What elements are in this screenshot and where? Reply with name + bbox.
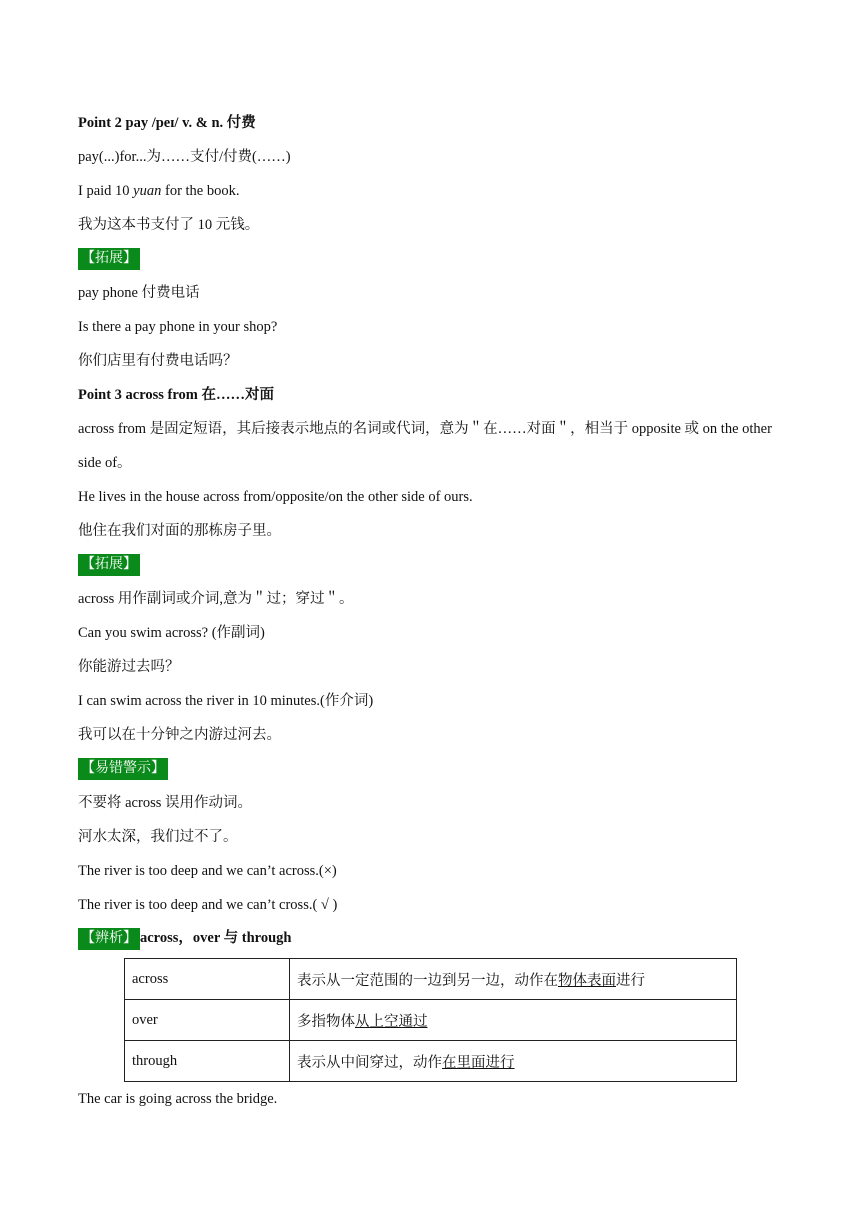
point3-extension-example-2-cn: 我可以在十分钟之内游过河去。: [78, 727, 281, 743]
table-cell-word: across: [125, 959, 290, 1000]
table-row: [125, 1000, 737, 1041]
point3-extension-example-2: I can swim across the river in 10 minutes.(作介词): [78, 693, 374, 709]
warning-tag: 【易错警示】: [78, 758, 168, 780]
point3-extension-example-1: Can you swim across? (作副词): [78, 625, 265, 641]
table-cell-word: through: [125, 1041, 290, 1082]
example-text-end: for the book.: [161, 183, 240, 199]
example-text: I paid 10: [78, 183, 134, 199]
warning-wrong-example: The river is too deep and we can’t across.(×): [78, 863, 337, 879]
desc-underlined: 物体表面: [558, 972, 616, 989]
point3-heading: Point 3 across from 在……对面: [78, 387, 275, 403]
extension-tag: 【拓展】: [78, 248, 140, 270]
table-row: [125, 959, 737, 1000]
extension-tag: 【拓展】: [78, 554, 140, 576]
table-cell-desc: [290, 1000, 737, 1041]
point3-example: He lives in the house across from/opposite/on the other side of ours.: [78, 489, 473, 505]
point2-extension-example-cn: 你们店里有付费电话吗？: [78, 353, 238, 369]
point2-phrase: pay(...)for...为……支付/付费(……): [78, 149, 291, 165]
desc-underlined: 从上空通过: [355, 1013, 428, 1030]
table-cell-desc: [290, 959, 737, 1000]
desc-underlined: 在里面进行: [442, 1054, 515, 1071]
table-cell-word: over: [125, 1000, 290, 1041]
desc-text: 表示从一定范围的一边到另一边，动作在: [297, 972, 558, 989]
analysis-tag: 【辨析】: [78, 928, 140, 950]
point3-example-cn: 他住在我们对面的那栋房子里。: [78, 523, 281, 539]
point3-paragraph: across from 是固定短语，其后接表示地点的名词或代词，意为＂在……对面＂，相当于 opposite 或 on the other side of。: [78, 421, 772, 471]
point2-example-cn: 我为这本书支付了 10 元钱。: [78, 217, 260, 233]
final-example: The car is going across the bridge.: [78, 1091, 278, 1107]
point2-extension-example: Is there a pay phone in your shop?: [78, 319, 278, 335]
desc-text: 表示从中间穿过，动作: [297, 1054, 442, 1071]
point2-heading: Point 2 pay /peɪ/ v. & n. 付费: [78, 115, 256, 131]
table-cell-desc: [290, 1041, 737, 1082]
point3-extension-line: across 用作副词或介词,意为＂过；穿过＂。: [78, 591, 354, 607]
point3-extension-example-1-cn: 你能游过去吗？: [78, 659, 180, 675]
example-italic: yuan: [133, 183, 162, 199]
table-row: [125, 1041, 737, 1082]
warning-line: 不要将 across 误用作动词。: [78, 795, 252, 811]
point2-extension-phrase: pay phone 付费电话: [78, 285, 200, 301]
desc-text-end: 进行: [616, 972, 645, 989]
desc-text: 多指物体: [297, 1013, 355, 1030]
document-page: [78, 106, 790, 1116]
comparison-table: [124, 958, 737, 1082]
warning-example-cn: 河水太深，我们过不了。: [78, 829, 238, 845]
point2-example: [78, 174, 790, 208]
warning-right-example: The river is too deep and we can’t cross.( √ ): [78, 897, 338, 913]
analysis-title: across，over 与 through: [140, 930, 292, 946]
